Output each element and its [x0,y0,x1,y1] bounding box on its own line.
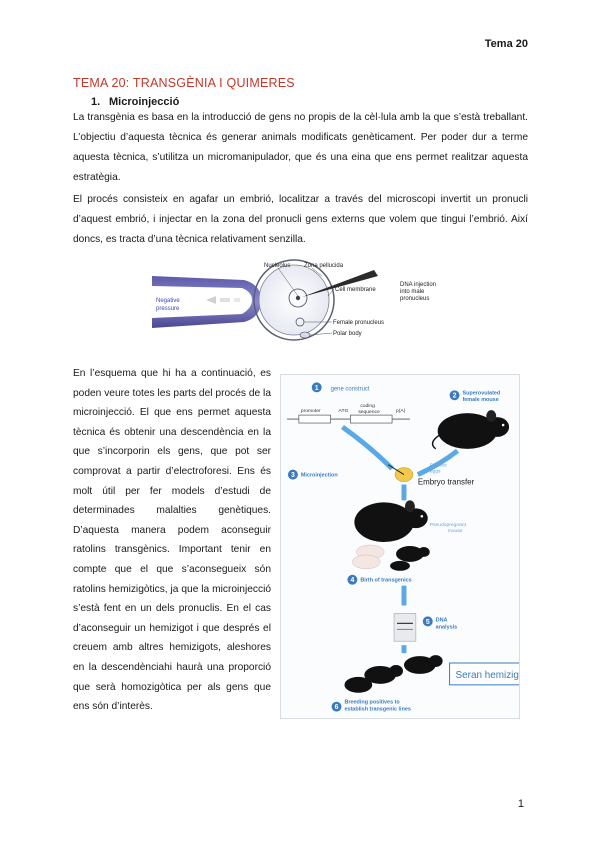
label-pressure: pressure [156,306,180,312]
label-polya: p(A) [396,409,406,415]
page-header-topic: Tema 20 [484,38,528,50]
page-number: 1 [517,798,524,810]
pseudopregnant-mouse [354,500,427,542]
pressure-arrow [206,296,216,304]
label-nucleolus: Nucleolus [264,263,291,269]
section-heading [91,96,179,108]
label-coding-1: coding [360,404,375,410]
promoter-box [299,415,331,423]
breeding-mice [344,655,442,693]
label-eggs: eggs [429,469,441,475]
label-atg: ATG [338,409,349,415]
nucleolus-dot [296,296,300,300]
polar-body-shape [300,332,310,338]
paragraph-process: El procés consisteix en agafar un embrió, localitzar a través del microscopi invertit un pronucli d’aquest embrió, i injectar en la zona del pronucli gens externs que volem que tingui l’embrió. Així doncs, es tracta d’una tècnica relativament senzilla. [73,194,528,245]
cell-membrane-shape [259,265,329,335]
page-title: TEMA 20: TRANSGÈNIA I QUIMERES [73,76,295,90]
pressure-arrow-tail2 [234,298,240,302]
transgenic-pups [352,545,429,571]
paragraph-intro: La transgènia es basa en la introducció de gens no propis de la cèl·lula amb la que s’està treballant. L’objectiu d’aquesta tècnica és generar animals modificats genèticament. Per poder dur a terme aquesta tècnica, s’utilitza un micromanipulador, que és una eina que ens permet realitzar aquesta estratègia. [73,112,528,183]
label-dna-injection-3: pronucleus [400,296,430,302]
section-heading-text: Microinjecció [109,96,180,108]
label-polar-body: Polar body [333,331,362,337]
paragraph-scheme: En l’esquema que hi ha a continuació, es poden veure totes les parts del procés de la microinjecció. El que ens permet aquesta tècnica és obtenir una descendència en la que s’incorporin els gens, que pot ser comprovat a partir d’electroforesi. Ens és molt útil per fer models d’estudi de determinades malalties genètiques. D’aquesta manera podem aconseguir ratolins transgènics. Important tenir en compte que el que s’aconsegueix són ratolins hemizigòtics, ja que la microinjecció s’està fent en un dels pronuclis. En el cas d’aconseguir un hemizigot i que després el creuem amb altres hemizigots, aleshores en la descendènciahi haurà una proporció que serà homozigòtica per als gens que ens són d’interès. [73,368,271,713]
transgenic-workflow-diagram [280,374,520,719]
step-5-number: 5 [425,618,430,626]
label-dna-1: DNA [435,617,448,624]
step-4-number: 4 [350,577,355,585]
label-dna-injection-1: DNA injection [400,282,437,288]
label-pseudopregnant-2: mouse [447,529,463,535]
step-1-number: 1 [314,384,319,392]
label-zona-pellucida: Zona pellucida [304,263,344,269]
label-dna-2: analysis [435,624,458,631]
step-2-number: 2 [452,392,457,400]
label-gene-construct: gene construct [330,386,370,393]
label-superovulated-2: female mouse [462,397,499,404]
label-superovulated-1: Superovulated [462,390,501,397]
superovulated-mouse [433,410,510,449]
label-microinjection: Microinjection [300,472,338,479]
label-birth: Birth of transgenics [360,577,412,584]
label-negative: Negative [156,298,180,304]
step-3-number: 3 [290,472,295,480]
label-cell-membrane: Cell membrane [335,287,376,293]
step-6-number: 6 [334,704,339,712]
label-promoter: promoter [300,409,321,415]
arrow-construct-to-egg [342,427,392,469]
microinjection-diagram [152,256,452,356]
label-pseudopregnant-1: Pseudopregnant [429,523,466,529]
label-coding-2: sequence [358,410,380,416]
label-embryo-transfer: Embryo transfer [417,477,475,487]
label-fertilize: Fertilize [429,463,448,469]
label-breeding-1: Breeding positives to [344,699,400,706]
section-number: 1. [91,96,101,108]
label-female-pronucleus: Female pronucleus [333,320,385,326]
coding-sequence-box [350,415,392,423]
fertilized-egg [395,468,413,482]
dna-gel [394,613,416,641]
label-breeding-2: establish transgenic lines [344,706,411,713]
label-dna-injection-2: into male [400,289,425,295]
pressure-arrow-tail [220,298,230,302]
annotation-text: Seran hemizig [455,669,519,681]
